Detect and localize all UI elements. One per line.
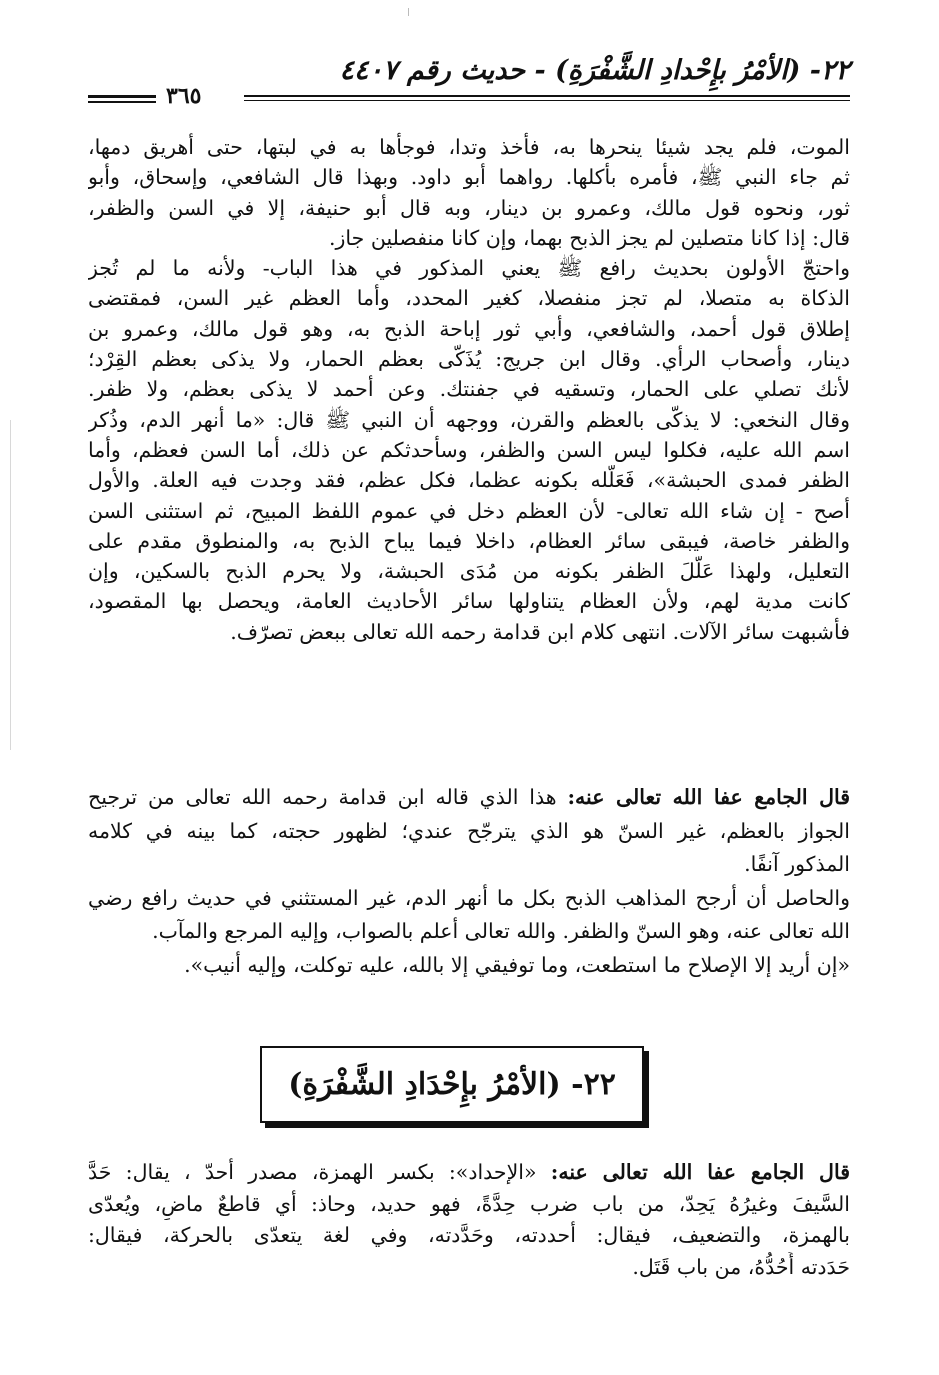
text-line: وقال النخعي: لا يذكّى بالعظم والقرن، ووجهه أن النبي ﷺ قال: «ما أنهر الدم، وذُكر (88, 407, 850, 432)
text-line: كانت مدية لهم، ولأن العظام يتناولها سائر الأحاديث العامة، ويحصل بها المقصود، (88, 589, 850, 614)
text-line: الظفر فمدى الحبشة»، فَعَلَّله بكونه عظما، فكل عظم، فقد وجدت فيه العلة. والأول (88, 468, 850, 493)
author-lead: قال الجامع عفا الله تعالى عنه: (567, 785, 850, 809)
scan-mark (408, 8, 409, 16)
text-line: الله تعالى عنه، وهو السنّ والظفر. والله تعالى أعلم بالصواب، وإليه المرجع والمآب. (152, 919, 850, 943)
author-lead: قال الجامع عفا الله تعالى عنه: (550, 1160, 850, 1184)
text-line: التعليل، ولهذا عَلّلَ الظفر بكونه من مُدَى الحبشة، ولا يحرم الذبح بالسكين، وإن (88, 559, 850, 584)
text-line: والظفر خاصة، فيبقى سائر العظام، داخلا فيما يباح الذبح به، والمنطوق مقدم على (88, 528, 850, 553)
text-line: الموت، فلم يجد شيئا ينحرها به، فأخذ وتدا، فوجأها به في لبتها، حتى أهريق دمها، (88, 135, 850, 159)
text-line: قال: إذا كانا متصلين لم يجز الذبح بهما، وإن كانا منفصلين جاز. (328, 225, 850, 250)
text-block-1 (88, 132, 850, 647)
text-line: السَّيفَ وغيرُهُ يَحِدّ، من باب ضرب حِدَّةً، فهو حديد، وحاذ: أي قاطعٌ ماضٍ، ويُعدّى (88, 1191, 850, 1216)
text-line (88, 1157, 850, 1189)
text-line: فأشبهت سائر الآلات. انتهى كلام ابن قدامة رحمه الله تعالى ببعض تصرّف. (230, 619, 850, 644)
text-block-3 (88, 1157, 850, 1283)
text-run: هذا الذي قاله ابن قدامة رحمه الله تعالى من ترجيح (88, 785, 568, 809)
text-line: «إن أريد إلا الإصلاح ما استطعت، وما توفيقي إلا بالله، عليه توكلت، وإليه أنيب». (184, 952, 850, 977)
text-line: الجواز بالعظم، غير السنّ هو الذي يترجّح عندي؛ لظهور حجته، كما بينه في كلامه (88, 818, 850, 843)
running-header (88, 55, 850, 109)
page-number: ٣٦٥ (166, 83, 202, 109)
text-run: «الإحداد»: بكسر الهمزة، مصدر أحدّ ، يقال: حَدَّ (88, 1160, 551, 1184)
text-line: والحاصل أن أرجح المذاهب الذبح بكل ما أنهر الدم، غير المستثني في حديث رافع رضي (88, 885, 850, 910)
text-line: ثور، ونحوه قول مالك، وعمرو بن دينار، وبه قال أبو حنيفة، إلا في السن والظفر، (88, 195, 850, 220)
chapter-heading-box (260, 1046, 644, 1123)
text-block-2 (88, 781, 850, 982)
header-rule-thin (244, 100, 850, 101)
text-line: أصح - إن شاء الله تعالى- لأن العظم دخل في عموم اللفظ المبيح، ثم استثنى السن (88, 498, 850, 523)
text-line: إطلاق قول أحمد، والشافعي، وأبي ثور إباحة الذبح به، وهو قول مالك، وعمرو بن (88, 316, 850, 341)
text-line: الذكاة به متصلا، لم تجز منفصلا، كغير المحدد، وأما العظم غير السن، فمقتضى (88, 286, 850, 311)
header-title: ٢٢- (الأمْرُ بإِحْدادِ الشَّفْرَةِ) - حديث رقم ٤٤٠٧ (339, 55, 850, 86)
text-line: دينار، وأصحاب الرأي. وقال ابن جريج: يُذَكّى بعظم الحمار، ولا يذكى بعظم القِرْد؛ (88, 347, 850, 372)
text-line: واحتجّ الأولون بحديث رافع ﷺ يعني المذكور في هذا الباب- ولأنه ما لم تُجز (88, 256, 850, 281)
chapter-title: ٢٢- (الأمْرُ بإِحْدَادِ الشَّفْرَةِ) (288, 1067, 616, 1102)
text-line: المذكور آنفًا. (744, 852, 850, 876)
text-line: ثم جاء النبي ﷺ، فأمره بأكلها. رواهما أبو داود. وبهذا قال الشافعي، وإسحاق، وأبو (88, 165, 850, 190)
text-line: حَدَدته أَحُدُّهُ، من باب قَتَل. (632, 1254, 850, 1279)
page-number-rule (88, 95, 156, 98)
text-line: لأنك تصلي على الحمار، وتسقيه في جفنتك. وعن أحمد لا يذكى بعظم، ولا ظفر. (88, 377, 850, 402)
page-number-rule-thin (88, 101, 156, 103)
text-line (88, 781, 850, 815)
page-edge-line (10, 420, 11, 750)
text-line: اسم الله عليه، فكلوا ليس السن والظفر، وسأحدثكم عن ذلك، أما السن فعظم، وأما (88, 437, 850, 462)
header-rule (244, 95, 850, 97)
text-line: بالهمزة، والتضعيف، فيقال: أحددته، وحَدَّدته، وفي لغة يتعدّى بالحركة، فيقال: (88, 1223, 850, 1247)
